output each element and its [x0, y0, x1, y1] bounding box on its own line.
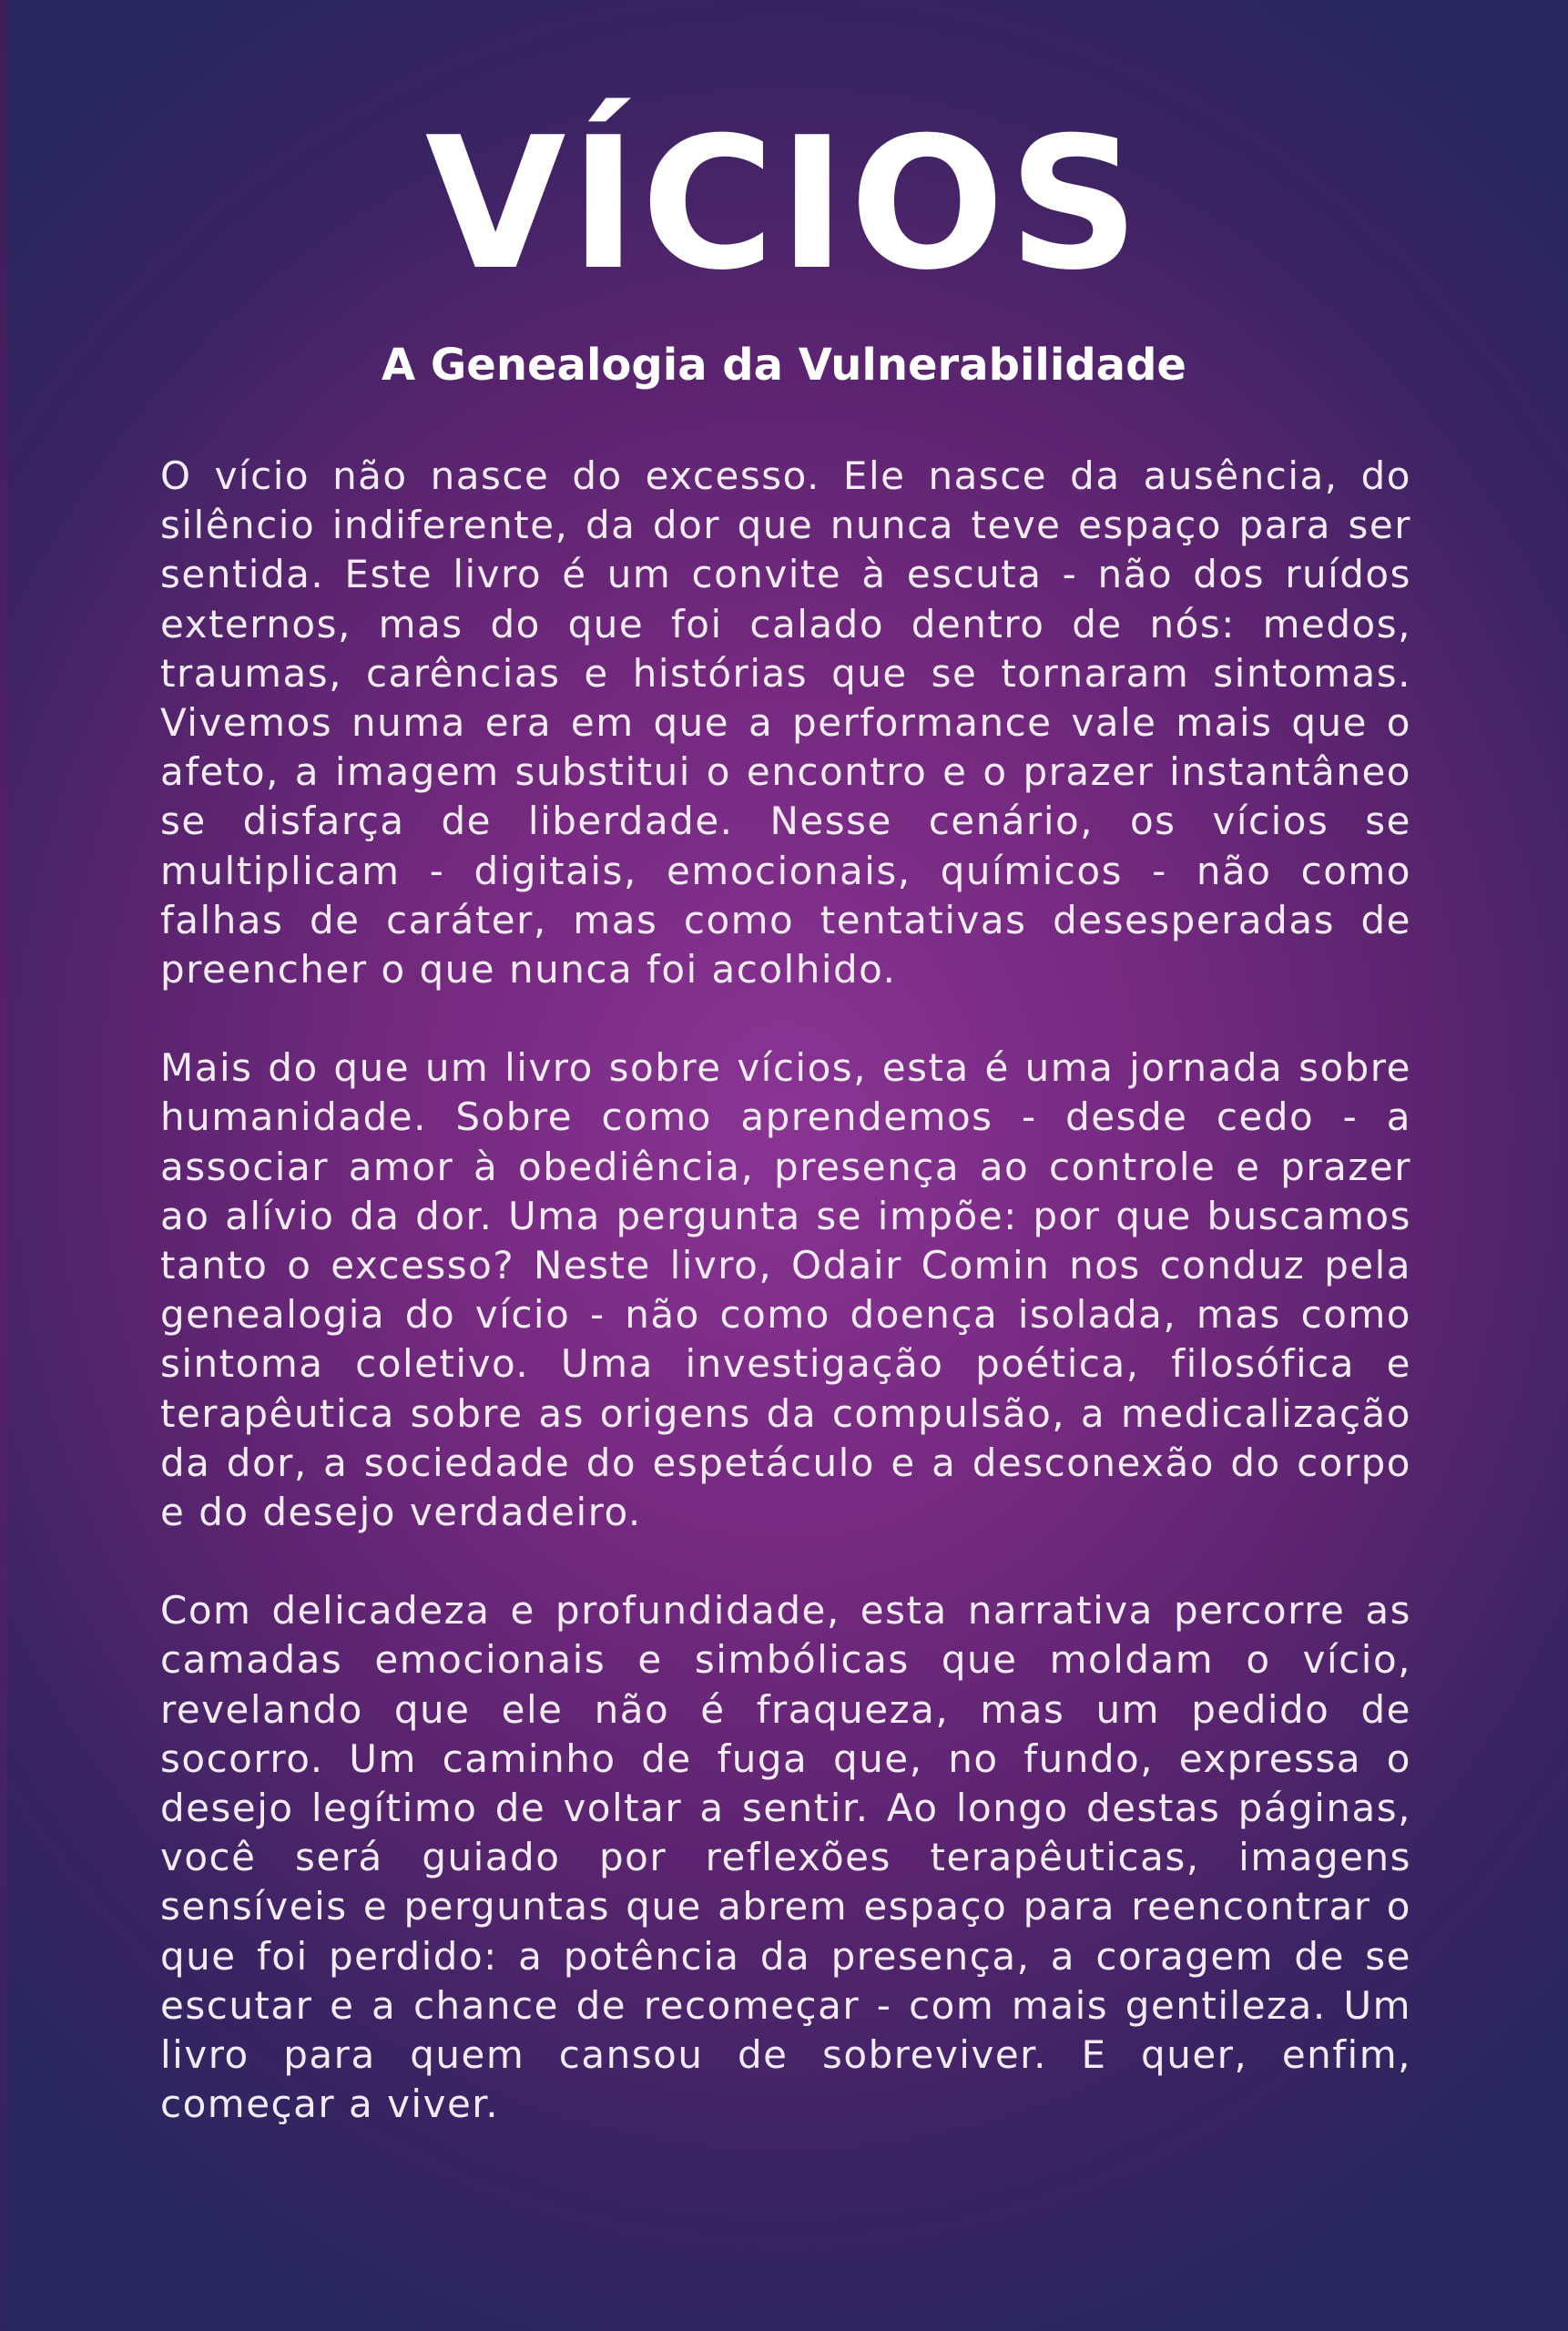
synopsis	[160, 452, 1411, 2130]
synopsis-paragraph-3: Com delicadeza e profundidade, esta narrativa percorre as camadas emocionais e simbólicas que moldam o vício, revelando que ele não é fraqueza, mas um pedido de socorro. Um caminho de fuga que, no fundo, expressa o desejo legítimo de voltar a sentir. Ao longo destas páginas, você será guiado por reflexões terapêuticas, imagens sensíveis e perguntas que abrem espaço para reencontrar o que foi perdido: a potência da presença, a coragem de se escutar e a chance de recomeçar - com mais gentileza. Um livro para quem cansou de sobreviver. E quer, enfim, começar a viver.	[160, 1588, 1411, 2127]
book-title: VÍCIOS	[424, 98, 1144, 310]
book-subtitle: A Genealogia da Vulnerabilidade	[382, 340, 1186, 391]
synopsis-paragraph-1: O vício não nasce do excesso. Ele nasce da ausência, do silêncio indiferente, da dor que nunca teve espaço para ser sentida. Este livro é um convite à escuta - não dos ruídos externos, mas do que foi calado dentro de nós: medos, traumas, carências e histórias que se tornaram sintomas. Vivemos numa era em que a performance vale mais que o afeto, a imagem substitui o encontro e o prazer instantâneo se disfarça de liberdade. Nesse cenário, os vícios se multiplicam - digitais, emocionais, químicos - não como falhas de caráter, mas como tentativas desesperadas de preencher o que nunca foi acolhido.	[160, 453, 1411, 992]
synopsis-paragraph-2: Mais do que um livro sobre vícios, esta é uma jornada sobre humanidade. Sobre como aprendemos - desde cedo - a associar amor à obediência, presença ao controle e prazer ao alívio da dor. Uma pergunta se impõe: por que buscamos tanto o excesso? Neste livro, Odair Comin nos conduz pela genealogia do vício - não como doença isolada, mas como sintoma coletivo. Uma investigação poética, filosófica e terapêutica sobre as origens da compulsão, a medicalização da dor, a sociedade do espetáculo e a desconexão do corpo e do desejo verdadeiro.	[160, 1045, 1411, 1535]
